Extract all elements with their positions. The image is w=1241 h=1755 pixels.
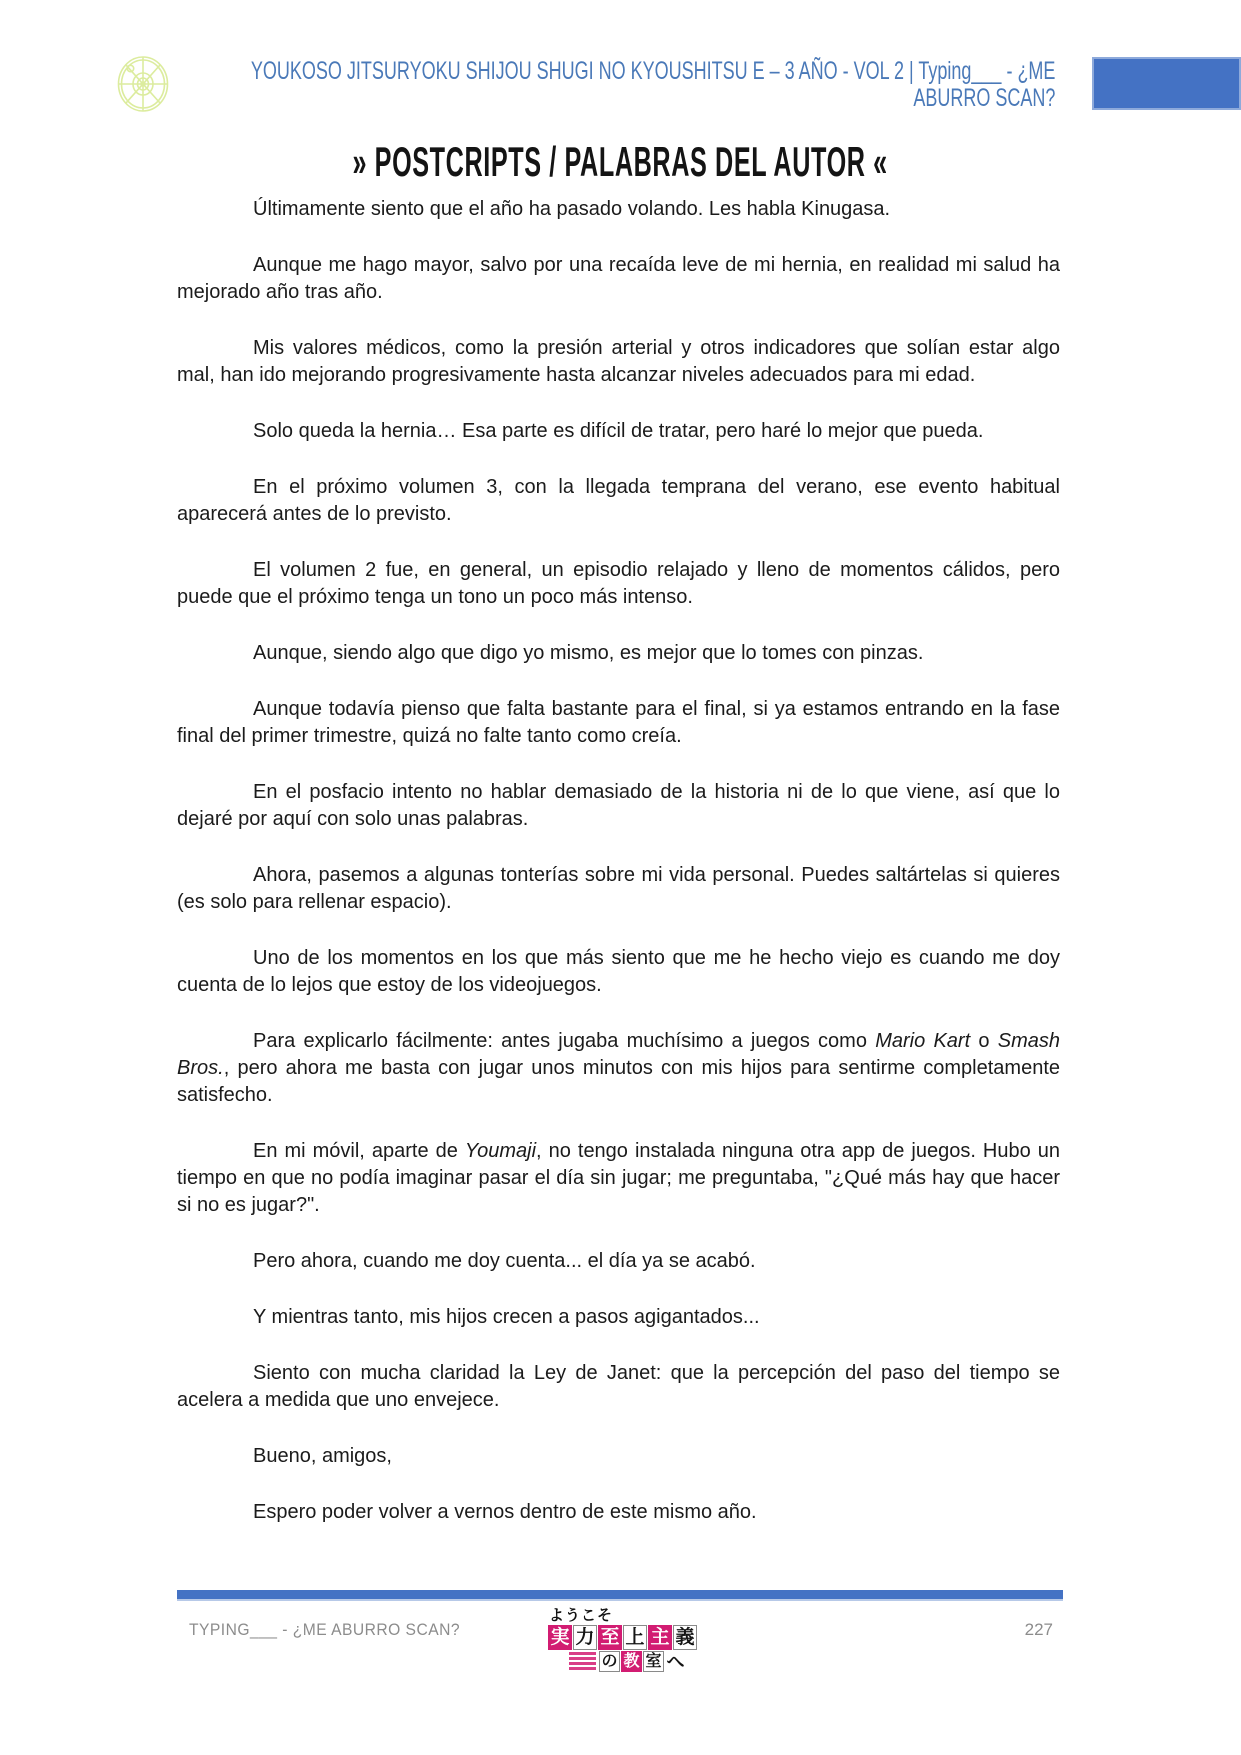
footer-divider-bar (177, 1590, 1063, 1601)
footer-credit: TYPING___ - ¿ME ABURRO SCAN? (189, 1620, 461, 1639)
paragraph: Ahora, pasemos a algunas tonterías sobre mi vida personal. Puedes saltártelas si quieres (es solo para rellenar espacio). (177, 864, 1060, 913)
logo-tile: 教 (621, 1651, 642, 1672)
logo-main-row (548, 1625, 708, 1650)
logo-tile: の (599, 1651, 620, 1672)
paragraph: En el posfacio intento no hablar demasiado de la historia ni de lo que viene, así que lo dejaré por aquí con solo unas palabras. (177, 781, 1060, 830)
paragraph: Uno de los momentos en los que más siento que me he hecho viejo es cuando me doy cuenta de lo lejos que estoy de los videojuegos. (177, 947, 1060, 996)
logo-tile: 上 (623, 1625, 647, 1650)
paragraph: Bueno, amigos, (253, 1445, 392, 1467)
paragraph: Solo queda la hernia… Esa parte es difícil de tratar, pero haré lo mejor que pueda. (253, 420, 984, 442)
paragraph: Mis valores médicos, como la presión arterial y otros indicadores que solían estar algo mal, han ido mejorando progresivamente hasta alcanzar niveles adecuados para mi edad. (177, 337, 1060, 386)
paragraph: Últimamente siento que el año ha pasado volando. Les habla Kinugasa. (253, 198, 891, 220)
logo-tile: 室 (643, 1651, 664, 1672)
wheel-logo-icon (117, 55, 169, 113)
paragraph: Aunque todavía pienso que falta bastante para el final, si ya estamos entrando en la fase final del primer trimestre, quizá no falte tanto como creía. (177, 698, 1060, 747)
paragraph: Espero poder volver a vernos dentro de este mismo año. (253, 1501, 757, 1523)
header-title-line1: YOUKOSO JITSURYOKU SHIJOU SHUGI NO KYOUSHITSU E – 3 AÑO - VOL 2 | Typing___ - ¿ME (250, 57, 1055, 85)
paragraph: Aunque me hago mayor, salvo por una recaída leve de mi hernia, en realidad mi salud ha mejorado año tras año. (177, 254, 1060, 303)
paragraph: El volumen 2 fue, en general, un episodio relajado y lleno de momentos cálidos, pero puede que el próximo tenga un tono un poco más intenso. (177, 559, 1060, 608)
paragraph: Siento con mucha claridad la Ley de Janet: que la percepción del paso del tiempo se acelera a medida que uno envejece. (177, 1362, 1060, 1411)
paragraph: En el próximo volumen 3, con la llegada temprana del verano, ese evento habitual aparecerá antes de lo previsto. (177, 476, 1060, 525)
classroom-of-the-elite-logo (548, 1607, 708, 1672)
paragraph: En mi móvil, aparte de Youmaji, no tengo instalada ninguna otra app de juegos. Hubo un tiempo en que no podía imaginar pasar el día sin jugar; me preguntaba, "¿Qué más hay que hacer si no es jugar?". (177, 1140, 1060, 1216)
logo-tile: 至 (598, 1625, 622, 1650)
header-running-title (250, 58, 1055, 112)
logo-fine-print (569, 1652, 596, 1672)
afterword-text (177, 196, 1060, 1555)
paragraph: Pero ahora, cuando me doy cuenta... el día ya se acabó. (253, 1250, 756, 1272)
logo-tile: 主 (648, 1625, 672, 1650)
logo-top-text: ようこそ (549, 1607, 614, 1624)
page-title-text: » POSTCRIPTS / PALABRAS DEL AUTOR « (352, 138, 889, 185)
logo-tile: 力 (573, 1625, 597, 1650)
header-title-line2: ABURRO SCAN? (912, 84, 1055, 112)
page-title (0, 139, 1241, 185)
paragraph: Y mientras tanto, mis hijos crecen a pasos agigantados... (253, 1306, 760, 1328)
header-accent-rectangle (1092, 57, 1241, 110)
logo-tile: 実 (548, 1625, 572, 1650)
logo-tile: へ (666, 1651, 685, 1672)
logo-sub-row (569, 1651, 708, 1672)
paragraph: Aunque, siendo algo que digo yo mismo, es mejor que lo tomes con pinzas. (253, 642, 924, 664)
paragraph: Para explicarlo fácilmente: antes jugaba muchísimo a juegos como Mario Kart o Smash Bros., pero ahora me basta con jugar unos minutos con mis hijos para sentirme completamente satisfecho. (177, 1030, 1060, 1106)
page-number: 227 (1024, 1620, 1053, 1639)
logo-tile: 義 (673, 1625, 697, 1650)
